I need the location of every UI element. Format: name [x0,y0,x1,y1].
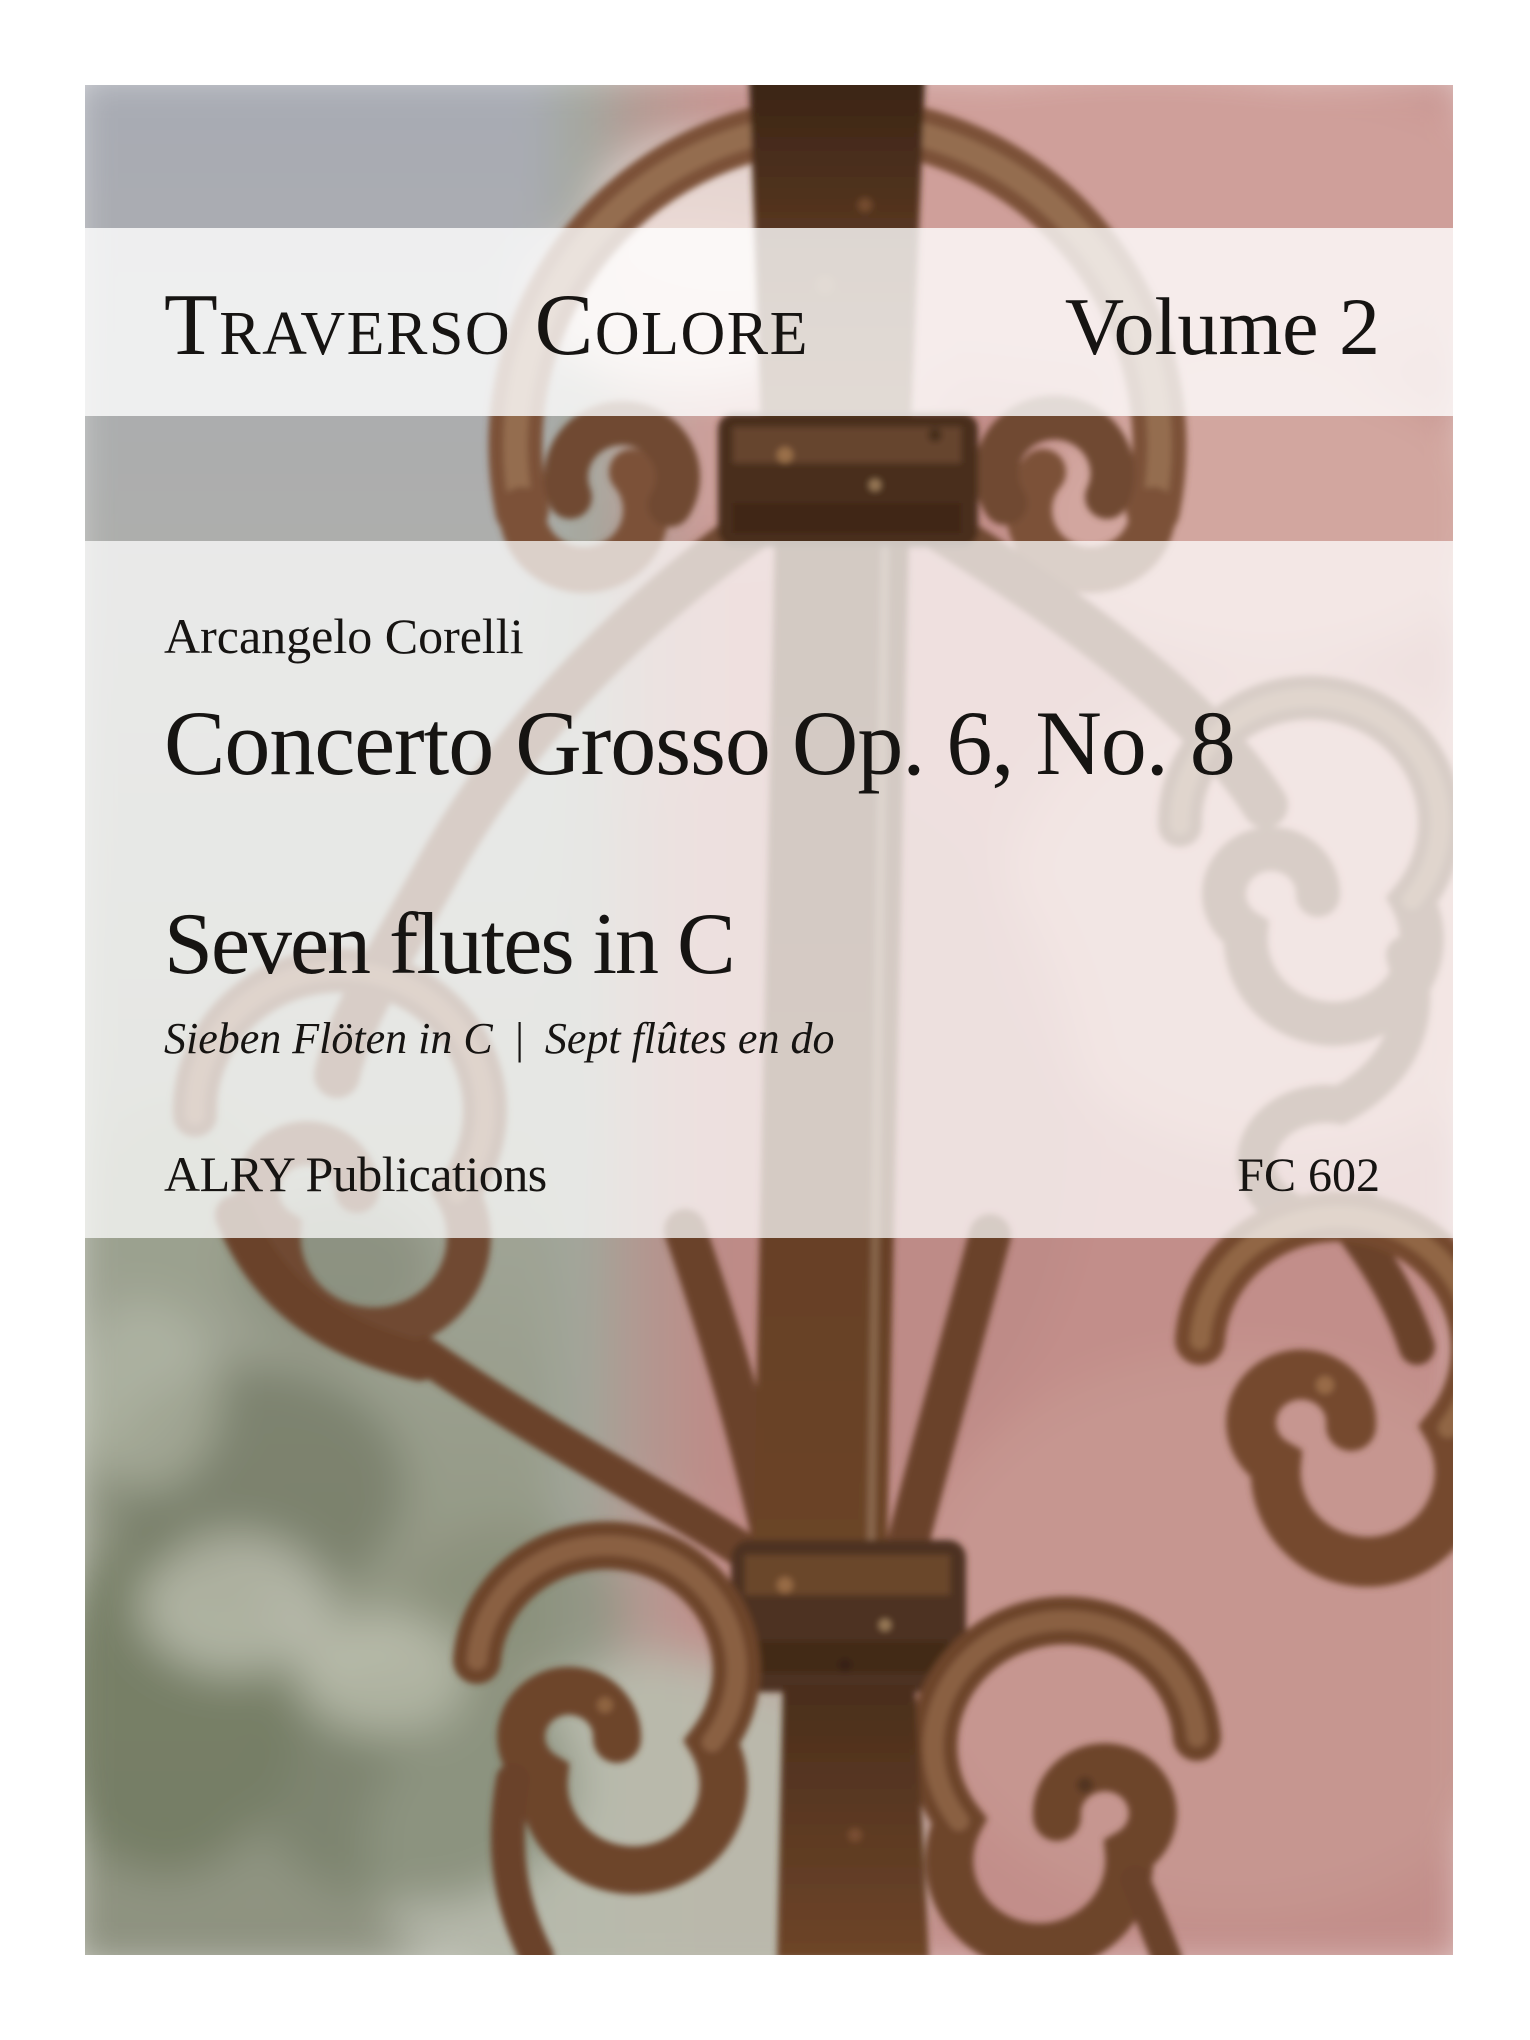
work-title: Concerto Grosso Op. 6, No. 8 [164,692,1235,794]
title-row [164,277,1380,374]
series-title: Traverso Colore [164,277,809,374]
composer-name: Arcangelo Corelli [164,608,524,664]
instrumentation-german: Sieben Flöten in C [164,1014,493,1063]
publisher-name: ALRY Publications [164,1146,547,1202]
cover-text-layer [85,85,1453,1955]
volume-label: Volume 2 [1064,281,1380,372]
publisher-row [164,1147,1380,1203]
instrumentation: Seven flutes in C [164,896,734,993]
instrumentation-translations [164,1014,834,1065]
cover-photo [85,85,1453,1955]
separator-bar: | [512,1014,525,1063]
instrumentation-french: Sept flûtes en do [544,1014,835,1063]
catalog-number: FC 602 [1237,1149,1380,1202]
